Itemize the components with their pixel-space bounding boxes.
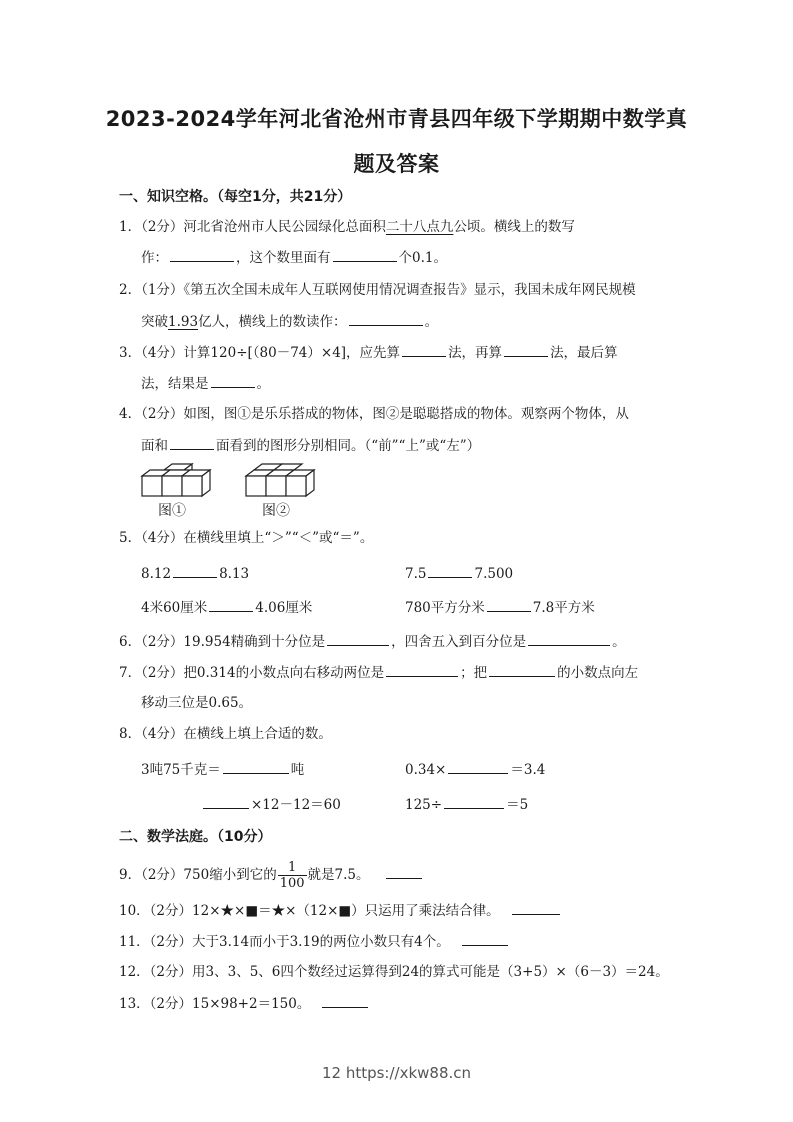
q5-item: [141, 597, 312, 618]
section-heading-1: 一、知识空格。（每空1分，共21分）: [119, 189, 352, 205]
q5-item: [405, 563, 513, 584]
q1-text: 1．（2分）河北省沧州市人民公园绿化总面积: [119, 219, 386, 235]
q5-value: 780平方分米: [405, 600, 485, 616]
question-3-line2: [141, 373, 270, 394]
page-footer: 12 https://xkw88.cn: [321, 1064, 472, 1082]
answer-blank[interactable]: [444, 794, 504, 809]
answer-blank[interactable]: [489, 662, 555, 677]
q3-text: 法，最后算: [550, 345, 618, 361]
answer-blank[interactable]: [170, 435, 214, 450]
fraction-denominator: 100: [279, 876, 305, 891]
q1-text: 个0.1。: [398, 250, 447, 266]
question-5-line1: 5．（4分）在横线里填上“＞”“＜”或“＝”。: [119, 530, 374, 546]
page-title-line2: 题及答案: [353, 152, 440, 176]
q1-text: 作：: [141, 250, 168, 266]
question-11: [119, 931, 510, 952]
figure-2-label: 图②: [262, 503, 290, 519]
section-heading-2: 二、数学法庭。（10分）: [119, 829, 272, 845]
q6-text: 。: [612, 634, 626, 650]
answer-blank[interactable]: [209, 597, 253, 612]
q9-text: 9．（2分）750缩小到它的: [119, 867, 277, 883]
question-10: [119, 900, 562, 921]
answer-blank[interactable]: [428, 563, 472, 578]
page-title: 2023-2024学年河北省沧州市青县四年级下学期期中数学真: [105, 107, 688, 131]
q10-text: 10．（2分）12×★×■＝★×（12×■）只运用了乘法结合律。: [119, 903, 500, 919]
question-9: [119, 860, 424, 891]
question-13: [119, 993, 370, 1014]
q2-text: 。: [424, 314, 439, 330]
q2-underlined-number: 1.93: [168, 314, 199, 330]
q13-text: 13．（2分）15×98+2＝150。: [119, 996, 311, 1012]
question-2-line1: 2．（1分）《第五次全国未成年人互联网使用情况调查报告》显示，我国未成年网民规模: [119, 282, 636, 298]
q2-text: 突破: [141, 314, 168, 330]
question-12: 12．（2分）用3、3、5、6四个数经过运算得到24的算式可能是（3+5）×（6－3）＝24。: [119, 964, 669, 980]
q3-text: 法，结果是: [141, 376, 209, 392]
q1-text: 公顷。横线上的数写: [453, 219, 575, 235]
answer-blank[interactable]: [487, 597, 531, 612]
answer-blank[interactable]: [528, 631, 610, 646]
answer-blank[interactable]: [386, 864, 422, 879]
answer-blank[interactable]: [448, 759, 508, 774]
q3-text: 法，再算: [448, 345, 503, 361]
q9-text: 就是7.5。: [307, 867, 370, 883]
question-6: [119, 631, 626, 652]
q8-text: ＝3.4: [510, 762, 546, 778]
answer-blank[interactable]: [173, 563, 217, 578]
question-1-line1: [119, 217, 575, 237]
answer-blank[interactable]: [223, 759, 289, 774]
answer-blank[interactable]: [349, 311, 423, 326]
answer-blank[interactable]: [504, 342, 548, 357]
q4-text: 面看到的图形分别相同。（“前”“上”或“左”）: [216, 438, 481, 454]
question-8-line1: 8．（4分）在横线上填上合适的数。: [119, 726, 332, 742]
q7-text: 7．（2分）把0.314的小数点向右移动两位是: [119, 665, 385, 681]
q7-text: 的小数点向左: [557, 665, 639, 681]
q8-text: 125÷: [405, 797, 443, 813]
q8-text: 吨: [290, 762, 305, 778]
fraction: [278, 860, 307, 891]
answer-blank[interactable]: [211, 373, 255, 388]
q8-text: ×12－12＝60: [251, 797, 341, 813]
q5-value: 7.500: [474, 566, 514, 582]
q1-text: ，这个数里面有: [236, 250, 331, 266]
question-7-line1: [119, 662, 638, 683]
answer-blank[interactable]: [203, 794, 249, 809]
q5-value: 8.12: [141, 566, 172, 582]
q5-value: 8.13: [219, 566, 250, 582]
question-1-line2: [141, 247, 447, 268]
question-4-line1: 4．（2分）如图，图①是乐乐搭成的物体，图②是聪聪搭成的物体。观察两个物体，从: [119, 406, 629, 422]
answer-blank[interactable]: [402, 342, 446, 357]
q2-text: 亿人，横线上的数读作：: [198, 314, 347, 330]
question-4-line2: [141, 435, 480, 456]
q6-text: 6．（2分）19.954精确到十分位是: [119, 634, 326, 650]
answer-blank[interactable]: [386, 662, 458, 677]
q1-underlined-number: 二十八点九: [385, 219, 454, 235]
figure-1-label: 图①: [158, 503, 186, 519]
q5-item: [141, 563, 249, 584]
q5-value: 4米60厘米: [141, 600, 208, 616]
q8-item: [405, 794, 528, 815]
q8-item: [141, 759, 304, 780]
answer-blank[interactable]: [333, 247, 397, 262]
cube-figure-2: [240, 460, 320, 500]
q8-text: 0.34×: [405, 762, 447, 778]
q11-text: 11．（2分）大于3.14而小于3.19的两位小数只有4个。: [119, 934, 450, 950]
q8-item: [201, 794, 341, 815]
q8-text: ＝5: [506, 797, 529, 813]
q5-item: [405, 597, 595, 618]
q6-text: ，四舍五入到百分位是: [391, 634, 527, 650]
q3-text: 。: [256, 376, 270, 392]
q5-value: 7.8平方米: [532, 600, 595, 616]
cube-figure-1: [136, 460, 216, 500]
q7-text: ；把: [460, 665, 488, 681]
answer-blank[interactable]: [327, 631, 389, 646]
answer-blank[interactable]: [512, 900, 560, 915]
question-3-line1: [119, 342, 618, 363]
answer-blank[interactable]: [322, 993, 368, 1008]
q5-value: 4.06厘米: [255, 600, 313, 616]
question-7-line2: 移动三位是0.65。: [141, 695, 253, 711]
question-2-line2: [141, 311, 438, 332]
q8-text: 3吨75千克＝: [141, 762, 221, 778]
q8-item: [405, 759, 545, 780]
fraction-numerator: 1: [278, 860, 307, 876]
q3-text: 3．（4分）计算120÷[（80－74）×4]，应先算: [119, 345, 401, 361]
q4-text: 面和: [141, 438, 168, 454]
answer-blank[interactable]: [170, 247, 234, 262]
answer-blank[interactable]: [462, 931, 508, 946]
q5-value: 7.5: [405, 566, 427, 582]
